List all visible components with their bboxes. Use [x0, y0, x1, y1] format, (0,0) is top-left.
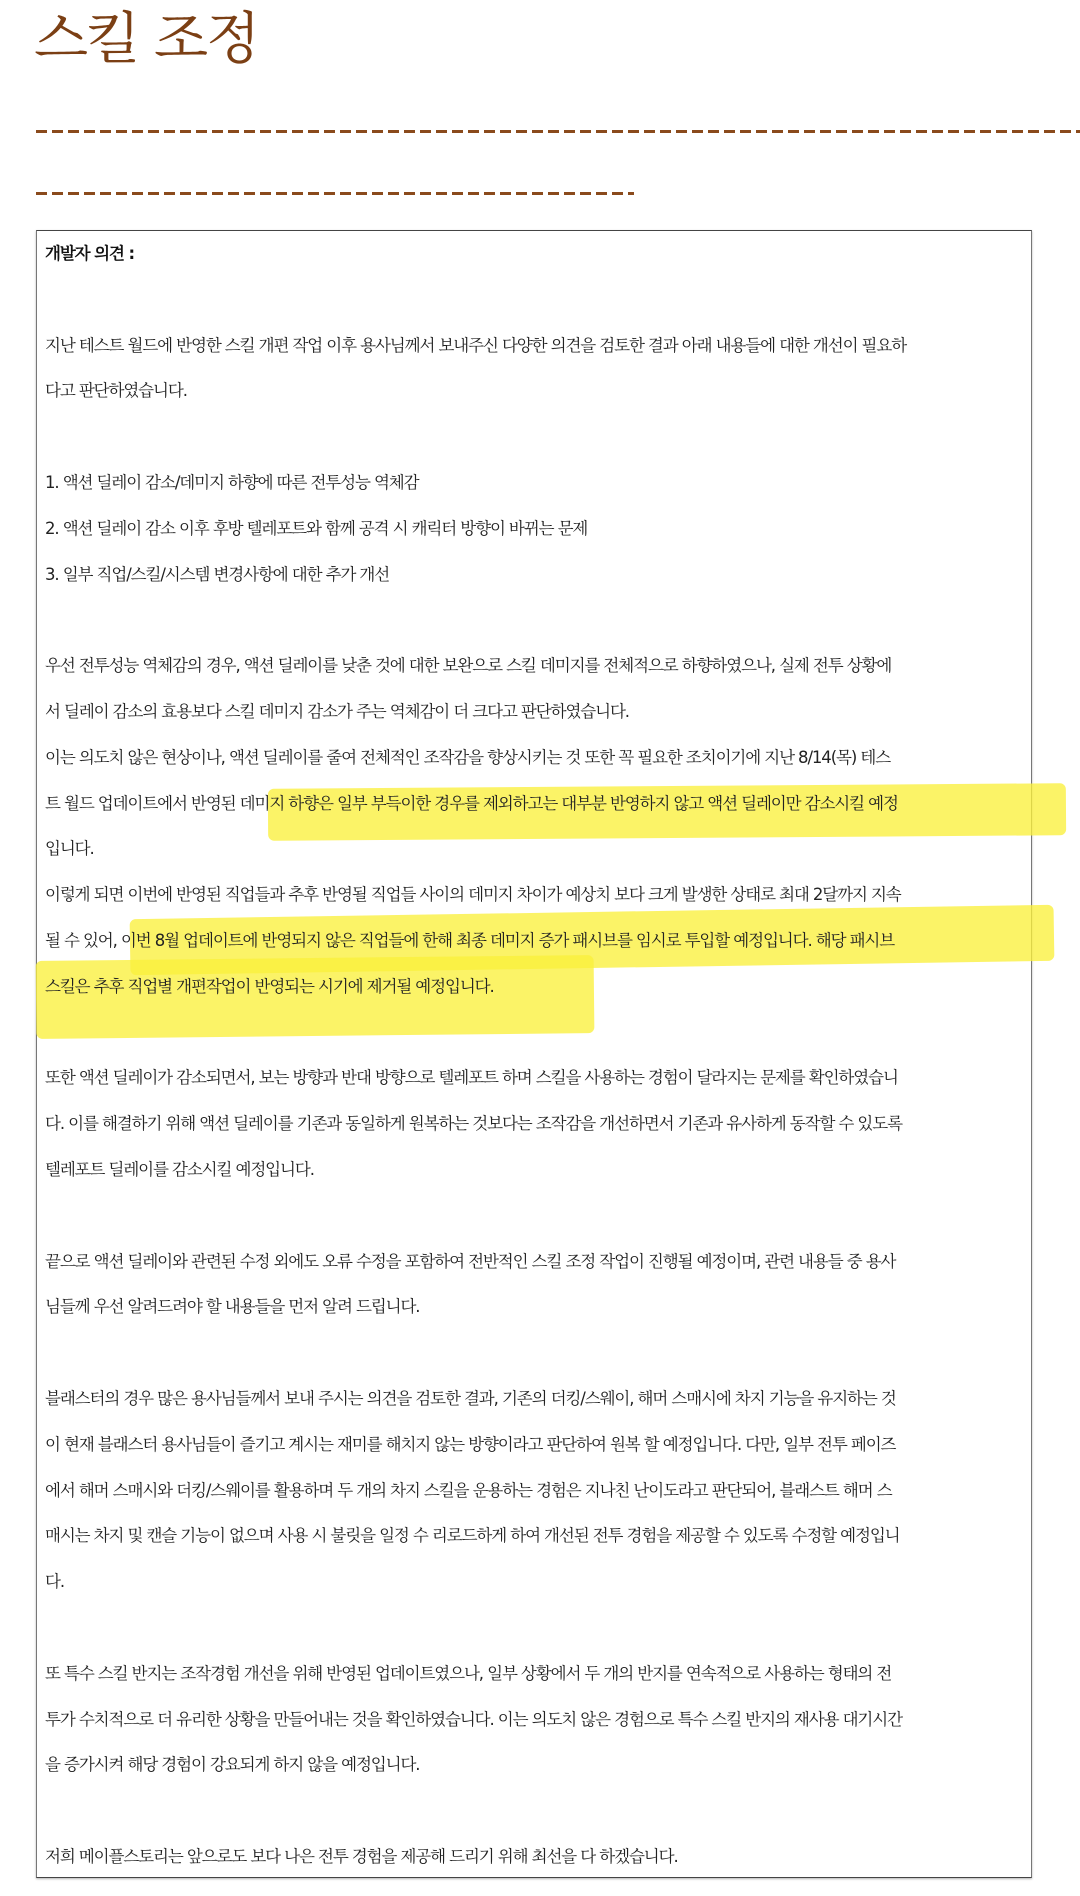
text-line: 끝으로 액션 딜레이와 관련된 수정 외에도 오류 수정을 포함하여 전반적인 스킬 조정 작업이 진행될 예정이며, 관련 내용들 중 용사: [45, 1251, 896, 1271]
text-line: 이는 의도치 않은 현상이나, 액션 딜레이를 줄여 전체적인 조작감을 향상시키는 것 또한 꼭 필요한 조치이기에 지난 8/14(목) 테스: [45, 747, 891, 767]
text-line: 또한 액션 딜레이가 감소되면서, 보는 방향과 반대 방향으로 텔레포트 하며 스킬을 사용하는 경험이 달라지는 문제를 확인하였습니: [45, 1068, 898, 1088]
page-title: 스킬 조정: [34, 7, 259, 72]
text-line: 을 증가시켜 해당 경험이 강요되게 하지 않을 예정입니다.: [45, 1755, 420, 1775]
text-line: 이렇게 되면 이번에 반영된 직업들과 추후 반영될 직업들 사이의 데미지 차이가 예상치 보다 크게 발생한 상태로 최대 2달까지 지속: [45, 885, 901, 905]
dashed-divider: [36, 130, 1080, 133]
text-line: 지난 테스트 월드에 반영한 스킬 개편 작업 이후 용사님께서 보내주신 다양한 의견을 검토한 결과 아래 내용들에 대한 개선이 필요하: [45, 335, 907, 355]
dashed-divider: [36, 192, 634, 195]
text-line: 텔레포트 딜레이를 감소시킬 예정입니다.: [45, 1159, 314, 1179]
text-line: 3. 일부 직업/스킬/시스템 변경사항에 대한 추가 개선: [45, 564, 390, 584]
text-line: 이 현재 블래스터 용사님들이 즐기고 계시는 재미를 해치지 않는 방향이라고 판단하여 원복 할 예정입니다. 다만, 일부 전투 페이즈: [45, 1434, 896, 1454]
blank-line: [45, 1330, 1035, 1376]
text-line: 투가 수치적으로 더 유리한 상황을 만들어내는 것을 확인하였습니다. 이는 의도치 않은 경험으로 특수 스킬 반지의 재사용 대기시간: [45, 1709, 902, 1729]
text-line: 우선 전투성능 역체감의 경우, 액션 딜레이를 낮춘 것에 대한 보완으로 스킬 데미지를 전체적으로 하향하였으나, 실제 전투 상황에: [45, 656, 892, 676]
text-line: 2. 액션 딜레이 감소 이후 후방 텔레포트와 함께 공격 시 캐릭터 방향이 바뀌는 문제: [45, 518, 588, 538]
text-line: 다. 이를 해결하기 위해 액션 딜레이를 기존과 동일하게 원복하는 것보다는 조작감을 개선하면서 기존과 유사하게 동작할 수 있도록: [45, 1114, 902, 1134]
blank-line: [45, 277, 1035, 323]
text-line: 1. 액션 딜레이 감소/데미지 하향에 따른 전투성능 역체감: [45, 472, 419, 492]
blank-line: [45, 1193, 1035, 1239]
blank-line: [45, 1605, 1035, 1651]
text-line: 매시는 차지 및 캔슬 기능이 없으며 사용 시 불릿을 일정 수 리로드하게 하여 개선된 전투 경험을 제공할 수 있도록 수정할 예정입니: [45, 1526, 900, 1546]
blank-line: [45, 597, 1035, 643]
text-line: 스킬은 추후 직업별 개편작업이 반영되는 시기에 제거될 예정입니다.: [45, 976, 494, 996]
text-line: 또 특수 스킬 반지는 조작경험 개선을 위해 반영된 업데이트였으나, 일부 상황에서 두 개의 반지를 연속적으로 사용하는 형태의 전: [45, 1663, 892, 1683]
blank-line: [45, 1010, 1035, 1056]
text-line: 님들께 우선 알려드려야 할 내용들을 먼저 알려 드립니다.: [45, 1297, 420, 1317]
comment-heading: 개발자 의견 :: [45, 244, 134, 263]
text-line: 다고 판단하였습니다.: [45, 381, 187, 401]
text-line: 트 월드 업데이트에서 반영된 데미지 하향은 일부 부득이한 경우를 제외하고는 대부분 반영하지 않고 액션 딜레이만 감소시킬 예정: [45, 793, 898, 813]
text-line: 다.: [45, 1572, 64, 1592]
text-line: 에서 해머 스매시와 더킹/스웨이를 활용하며 두 개의 차지 스킬을 운용하는 경험은 지나친 난이도라고 판단되어, 블래스트 해머 스: [45, 1480, 892, 1500]
blank-line: [45, 414, 1035, 460]
text-line: 될 수 있어, 이번 8월 업데이트에 반영되지 않은 직업들에 한해 최종 데미지 증가 패시브를 임시로 투입할 예정입니다. 해당 패시브: [45, 930, 895, 950]
text-line: 서 딜레이 감소의 효용보다 스킬 데미지 감소가 주는 역체감이 더 크다고 판단하였습니다.: [45, 701, 629, 721]
text-line: 입니다.: [45, 839, 94, 859]
text-line: 저희 메이플스토리는 앞으로도 보다 나은 전투 경험을 제공해 드리기 위해 최선을 다 하겠습니다.: [45, 1846, 678, 1866]
blank-line: [45, 1788, 1035, 1834]
text-line: 블래스터의 경우 많은 용사님들께서 보내 주시는 의견을 검토한 결과, 기존의 더킹/스웨이, 해머 스매시에 차지 기능을 유지하는 것: [45, 1388, 896, 1408]
developer-comment-text: [45, 231, 1035, 1880]
